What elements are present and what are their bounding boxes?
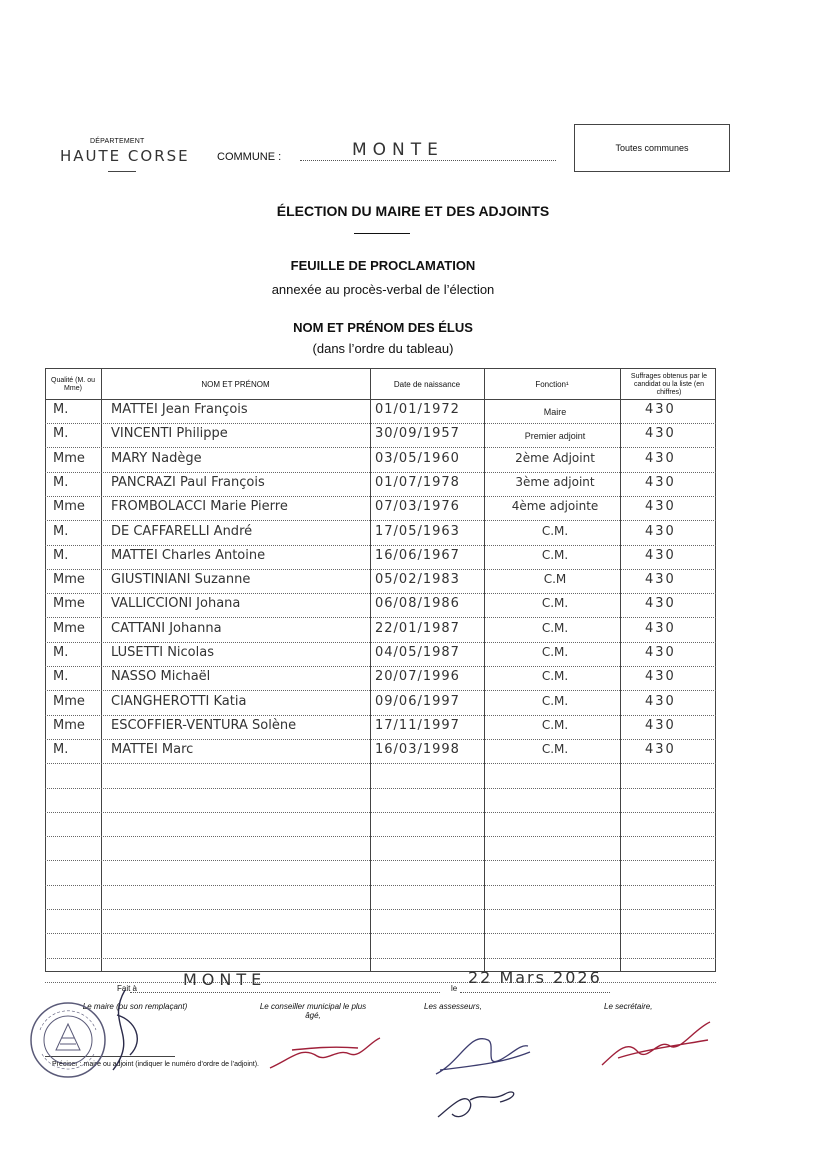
table-row bbox=[45, 619, 716, 643]
page-title: ÉLECTION DU MAIRE ET DES ADJOINTS bbox=[276, 203, 550, 219]
footnote: Préciser : maire ou adjoint (indiquer le numéro d’ordre de l’adjoint). bbox=[52, 1061, 259, 1068]
date-dotted-line bbox=[460, 992, 610, 993]
row-nom: MARY Nadège bbox=[111, 450, 202, 466]
row-fonction: C.M. bbox=[541, 547, 569, 562]
row-suffrages: 430 bbox=[645, 620, 676, 636]
row-qualite: Mme bbox=[53, 620, 85, 636]
row-qualite: M. bbox=[53, 547, 69, 563]
table-row bbox=[45, 765, 716, 789]
row-suffrages: 430 bbox=[645, 474, 676, 490]
fait-label: Fait à bbox=[117, 984, 138, 993]
row-qualite: Mme bbox=[53, 717, 85, 733]
row-suffrages: 430 bbox=[645, 742, 676, 758]
row-suffrages: 430 bbox=[645, 450, 676, 466]
row-nom: CATTANI Johanna bbox=[111, 620, 222, 636]
row-suffrages: 430 bbox=[645, 402, 676, 417]
sheet-subtitle: annexée au procès-verbal de l’élection bbox=[271, 282, 495, 297]
doyen-signature bbox=[262, 1028, 387, 1078]
table-row bbox=[45, 910, 716, 934]
row-date: 03/05/1960 bbox=[375, 450, 460, 466]
table-row bbox=[45, 837, 716, 861]
table-row bbox=[45, 424, 716, 448]
row-nom: ESCOFFIER-VENTURA Solène bbox=[111, 717, 297, 733]
row-fonction: C.M. bbox=[541, 693, 569, 708]
row-nom: LUSETTI Nicolas bbox=[111, 645, 214, 660]
communes-box-text: Toutes communes bbox=[615, 143, 689, 153]
table-row bbox=[45, 692, 716, 716]
secretaire-signature bbox=[598, 1010, 718, 1075]
row-nom: DE CAFFARELLI André bbox=[111, 523, 253, 539]
table-row bbox=[45, 862, 716, 886]
row-nom: CIANGHEROTTI Katia bbox=[111, 693, 247, 709]
row-qualite: Mme bbox=[53, 596, 85, 612]
row-qualite: M. bbox=[53, 402, 69, 417]
fait-value: MONTE bbox=[183, 970, 267, 989]
row-suffrages: 430 bbox=[645, 572, 676, 588]
maire-signature bbox=[95, 985, 155, 1075]
table-row bbox=[45, 813, 716, 837]
department-value: HAUTE CORSE bbox=[60, 147, 190, 165]
row-nom: MATTEI Marc bbox=[111, 742, 194, 758]
row-fonction: C.M. bbox=[541, 523, 569, 538]
communes-box bbox=[574, 124, 730, 172]
row-fonction: C.M bbox=[543, 572, 567, 587]
row-nom: VALLICCIONI Johana bbox=[111, 596, 241, 612]
table-row bbox=[45, 522, 716, 546]
table-row bbox=[45, 886, 716, 910]
table-row bbox=[45, 570, 716, 594]
row-nom: GIUSTINIANI Suzanne bbox=[111, 572, 251, 588]
row-nom: FROMBOLACCI Marie Pierre bbox=[111, 499, 288, 515]
row-date: 30/09/1957 bbox=[375, 426, 460, 442]
commune-label: COMMUNE : bbox=[217, 151, 282, 163]
row-suffrages: 430 bbox=[645, 499, 676, 515]
row-suffrages: 430 bbox=[645, 596, 676, 612]
header-date: Date de naissance bbox=[393, 380, 461, 389]
table-row bbox=[45, 594, 716, 618]
row-qualite: Mme bbox=[53, 499, 85, 515]
department-underline bbox=[108, 171, 136, 172]
row-fonction: C.M. bbox=[541, 645, 569, 659]
table-row bbox=[45, 400, 716, 424]
row-qualite: Mme bbox=[53, 693, 85, 709]
row-qualite: Mme bbox=[53, 572, 85, 588]
doyen-signature-label: Le conseiller municipal le plus âgé, bbox=[259, 1002, 367, 1020]
row-date: 17/11/1997 bbox=[375, 717, 460, 733]
row-fonction: C.M. bbox=[541, 742, 569, 757]
assesseurs-signature-label: Les assesseurs, bbox=[424, 1002, 482, 1011]
assesseurs-signatures bbox=[430, 1022, 540, 1127]
row-suffrages: 430 bbox=[645, 717, 676, 733]
row-suffrages: 430 bbox=[645, 693, 676, 709]
row-date: 17/05/1963 bbox=[375, 523, 460, 539]
table-row bbox=[45, 546, 716, 570]
maire-signature-label: Le maire (ou son remplaçant) bbox=[82, 1002, 188, 1011]
table-row bbox=[45, 935, 716, 959]
row-fonction: C.M. bbox=[541, 669, 569, 684]
sheet-title: FEUILLE DE PROCLAMATION bbox=[290, 258, 476, 273]
row-suffrages: 430 bbox=[645, 426, 676, 442]
row-suffrages: 430 bbox=[645, 523, 676, 539]
header-nom: NOM ET PRÉNOM bbox=[201, 380, 270, 389]
header-fonction: Fonction¹ bbox=[535, 380, 569, 389]
row-qualite: M. bbox=[53, 645, 69, 660]
row-date: 01/01/1972 bbox=[375, 402, 460, 417]
row-nom: NASSO Michaël bbox=[111, 669, 211, 685]
row-fonction: 3ème adjoint bbox=[515, 474, 595, 489]
date-label: le bbox=[451, 984, 458, 993]
row-nom: MATTEI Charles Antoine bbox=[111, 547, 266, 563]
fait-dotted-line bbox=[130, 992, 440, 993]
table-row bbox=[45, 789, 716, 813]
row-fonction: 4ème adjointe bbox=[511, 499, 599, 514]
row-fonction: 2ème Adjoint bbox=[515, 450, 595, 465]
table-row bbox=[45, 449, 716, 473]
row-fonction: C.M. bbox=[541, 620, 569, 635]
date-value: 22 Mars 2026 bbox=[468, 968, 602, 987]
table-row bbox=[45, 959, 716, 983]
commune-value: MONTE bbox=[352, 140, 444, 160]
row-fonction: C.M. bbox=[541, 596, 569, 611]
row-date: 05/02/1983 bbox=[375, 572, 460, 588]
row-qualite: M. bbox=[53, 669, 69, 685]
row-fonction: Premier adjoint bbox=[524, 431, 586, 442]
row-nom: MATTEI Jean François bbox=[111, 402, 248, 417]
row-qualite: M. bbox=[53, 523, 69, 539]
table-row bbox=[45, 497, 716, 521]
row-qualite: M. bbox=[53, 474, 69, 490]
row-date: 09/06/1997 bbox=[375, 693, 460, 709]
row-date: 07/03/1976 bbox=[375, 499, 460, 515]
row-date: 01/07/1978 bbox=[375, 474, 460, 490]
row-date: 16/06/1967 bbox=[375, 547, 460, 563]
row-fonction: Maire bbox=[543, 407, 567, 417]
row-qualite: Mme bbox=[53, 450, 85, 466]
row-date: 06/08/1986 bbox=[375, 596, 460, 612]
row-suffrages: 430 bbox=[645, 547, 676, 563]
row-nom: PANCRAZI Paul François bbox=[111, 474, 265, 490]
names-title: NOM ET PRÉNOM DES ÉLUS bbox=[293, 320, 473, 335]
table-row bbox=[45, 643, 716, 667]
row-date: 22/01/1987 bbox=[375, 620, 460, 636]
table-row bbox=[45, 667, 716, 691]
secretaire-signature-label: Le secrétaire, bbox=[604, 1002, 653, 1011]
row-date: 16/03/1998 bbox=[375, 742, 460, 758]
row-qualite: M. bbox=[53, 426, 69, 442]
table-row bbox=[45, 716, 716, 740]
department-label: DÉPARTEMENT bbox=[90, 138, 145, 145]
header-qualite: Qualité (M. ou Mme) bbox=[51, 377, 95, 392]
title-divider bbox=[354, 233, 410, 234]
row-suffrages: 430 bbox=[645, 645, 676, 660]
header-suffrages: Suffrages obtenus par le candidat ou la liste (en chiffres) bbox=[630, 373, 708, 396]
row-suffrages: 430 bbox=[645, 669, 676, 685]
commune-dotted-line bbox=[300, 160, 556, 161]
names-subtitle: (dans l’ordre du tableau) bbox=[312, 341, 454, 356]
row-date: 20/07/1996 bbox=[375, 669, 460, 685]
table-row bbox=[45, 473, 716, 497]
table-row bbox=[45, 740, 716, 764]
row-nom: VINCENTI Philippe bbox=[111, 426, 228, 442]
row-qualite: M. bbox=[53, 742, 69, 758]
row-fonction: C.M. bbox=[541, 717, 569, 732]
row-date: 04/05/1987 bbox=[375, 645, 460, 660]
